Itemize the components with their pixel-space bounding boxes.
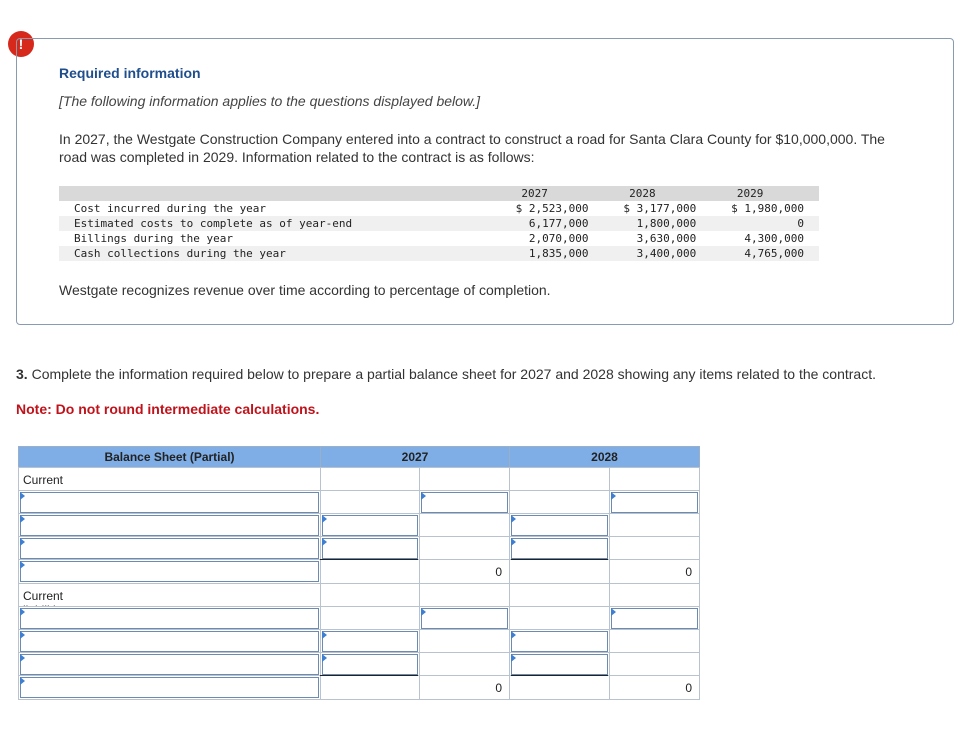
asset-line-2-2027-input[interactable]	[322, 515, 418, 536]
table-row: Estimated costs to complete as of year-end 6,177,000 1,800,000 0	[59, 216, 819, 231]
dropdown-marker-icon	[20, 654, 25, 662]
contract-data-table	[59, 186, 819, 261]
dropdown-marker-icon	[511, 631, 516, 639]
year-2028-header: 2028	[588, 186, 696, 201]
contract-intro: In 2027, the Westgate Construction Company entered into a contract to construct a road for Santa Clara County for $10,000,000. The road was completed in 2029. Information related to the contract is as follows:	[59, 131, 885, 165]
question-text	[16, 365, 946, 383]
asset-line-2-2028-input[interactable]	[511, 515, 608, 536]
liability-line-3-2028-input[interactable]	[511, 654, 608, 675]
dropdown-marker-icon	[322, 654, 327, 662]
total-current-liabilities-label-input[interactable]	[20, 677, 319, 698]
dropdown-marker-icon	[511, 654, 516, 662]
dropdown-marker-icon	[322, 515, 327, 523]
column-header-2027: 2027	[320, 446, 510, 468]
liability-line-1-2027-input[interactable]	[421, 608, 508, 629]
liability-line-3-2027-input[interactable]	[322, 654, 418, 675]
asset-line-3-2028-input[interactable]	[511, 538, 608, 559]
column-header-2028: 2028	[509, 446, 700, 468]
recognition-method-text: Westgate recognizes revenue over time according to percentage of completion.	[59, 282, 551, 298]
table-row: Cash collections during the year 1,835,000 3,400,000 4,765,000	[59, 246, 819, 261]
dropdown-marker-icon	[20, 492, 25, 500]
dropdown-marker-icon	[611, 608, 616, 616]
year-2029-header: 2029	[696, 186, 819, 201]
required-info-subtitle: [The following information applies to the questions displayed below.]	[59, 93, 481, 109]
asset-line-3-label-input[interactable]	[20, 538, 319, 559]
dropdown-marker-icon	[511, 515, 516, 523]
total-current-assets-2028: 0	[685, 565, 692, 579]
question-number: 3.	[16, 366, 28, 382]
asset-line-1-label-input[interactable]	[20, 492, 319, 513]
table-header-row	[59, 186, 819, 201]
liability-line-2-2027-input[interactable]	[322, 631, 418, 652]
asset-line-1-2027-input[interactable]	[421, 492, 508, 513]
dropdown-marker-icon	[20, 631, 25, 639]
asset-line-1-2028-input[interactable]	[611, 492, 698, 513]
dropdown-marker-icon	[322, 631, 327, 639]
current-liabilities-label: Current	[23, 589, 64, 603]
liability-line-1-label-input[interactable]	[20, 608, 319, 629]
dropdown-marker-icon	[611, 492, 616, 500]
total-current-liabilities-2027: 0	[495, 681, 502, 695]
dropdown-marker-icon	[20, 561, 25, 569]
liability-line-3-label-input[interactable]	[20, 654, 319, 675]
dropdown-marker-icon	[20, 677, 25, 685]
question-body: Complete the information required below to prepare a partial balance sheet for 2027 and 2028 showing any items related to the contract.	[27, 366, 876, 382]
asset-line-2-label-input[interactable]	[20, 515, 319, 536]
dropdown-marker-icon	[20, 608, 25, 616]
liability-line-2-label-input[interactable]	[20, 631, 319, 652]
alert-icon: !	[8, 31, 34, 57]
dropdown-marker-icon	[421, 492, 426, 500]
required-info-title: Required information	[59, 65, 201, 81]
dropdown-marker-icon	[322, 538, 327, 546]
year-2027-header: 2027	[481, 186, 589, 201]
balance-sheet-header: Balance Sheet (Partial)	[18, 446, 321, 468]
dropdown-marker-icon	[20, 538, 25, 546]
dropdown-marker-icon	[511, 538, 516, 546]
current-assets-label: Current	[23, 473, 64, 487]
total-current-assets-2027: 0	[495, 565, 502, 579]
asset-line-3-2027-input[interactable]	[322, 538, 418, 559]
dropdown-marker-icon	[20, 515, 25, 523]
total-current-assets-label-input[interactable]	[20, 561, 319, 582]
rounding-note: Note: Do not round intermediate calculations.	[16, 401, 320, 417]
dropdown-marker-icon	[421, 608, 426, 616]
liability-line-2-2028-input[interactable]	[511, 631, 608, 652]
liability-line-1-2028-input[interactable]	[611, 608, 698, 629]
table-row: Billings during the year 2,070,000 3,630,000 4,300,000	[74, 232, 804, 245]
total-current-liabilities-2028: 0	[685, 681, 692, 695]
table-row: Cost incurred during the year $ 2,523,000 $ 3,177,000 $ 1,980,000	[74, 202, 804, 215]
